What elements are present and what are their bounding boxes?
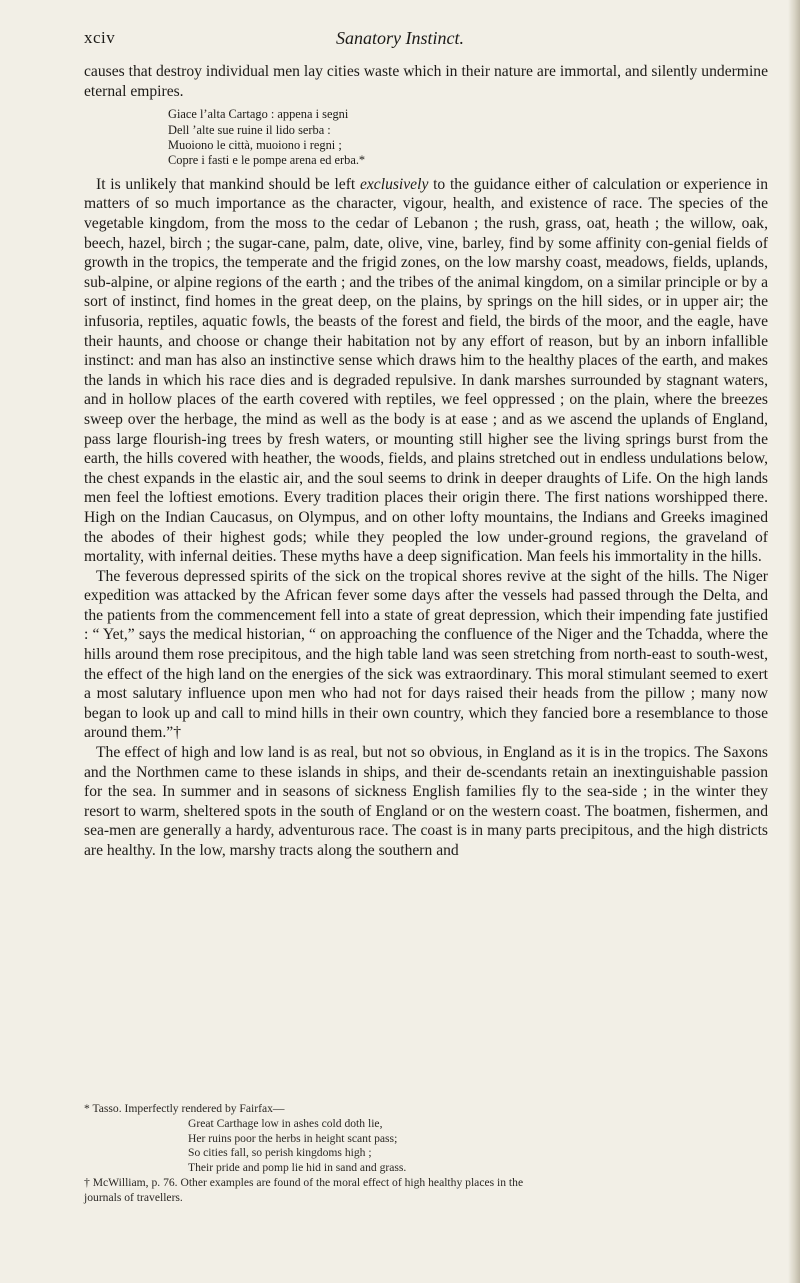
verse-line: Muoiono le città, muoiono i regni ; xyxy=(168,138,342,152)
paragraph-instinct xyxy=(84,175,768,567)
verse-line: Copre i fasti e le pompe arena ed erba.* xyxy=(168,153,366,168)
emphasis-exclusively: exclusively xyxy=(359,175,429,193)
paragraph-text: It is unlikely that mankind should be left xyxy=(96,175,360,193)
main-text xyxy=(84,62,768,861)
footnote-mcwilliam-cont: journals of travellers. xyxy=(84,1190,183,1204)
paragraph-england: The effect of high and low land is as real, but not so obvious, in England as it is in the tropics. The Saxons and the Northmen came to these islands in ships, and their de-scendants retain an inextinguishable passion for the sea. In summer and in seasons of sickness English families fly to the sea-side ; in the winter they resort to warm, sheltered spots in the south of England or on the western coast. The boatmen, fishermen, and sea-men are generally a hardy, adventurous race. The coast is in many parts precipitous, and the high districts are healthy. In the low, marshy tracts along the southern and xyxy=(84,744,768,859)
footnote-verse-line: Her ruins poor the herbs in height scant pass; xyxy=(188,1131,398,1145)
page-edge-shadow xyxy=(788,0,800,1283)
paragraph-niger-expedition: The feverous depressed spirits of the sick on the tropical shores revive at the sight of the hills. The Niger expedition was attacked by the African fever some days after the vessels had passed through the Delta, and the patients from the commencement fell into a state of great depression, which their impending fate justified : “ Yet,” says the medical historian, “ on approaching the confluence of the Niger and the Tchadda, where the hills around them rose precipitous, and the high table land was seen stretching from north-east to south-west, the effect of the high land on the energies of the sick was extraordinary. This moral stimulant seemed to exert a most salutary influence upon men who had not for days raised their heads from the pillow ; many now began to look up and call to mind hills in their own country, which they fancied bore a resemblance to those around them.”† xyxy=(84,567,768,742)
footnote-mcwilliam: † McWilliam, p. 76. Other examples are found of the moral effect of high healthy places in the xyxy=(84,1175,524,1189)
opening-paragraph: causes that destroy individual men lay cities waste which in their nature are immortal, and silently undermine eternal empires. xyxy=(84,63,768,100)
page-number: xciv xyxy=(84,28,116,47)
paragraph-text: to the guidance either of calculation or experience in matters of so much importance as the character, vigour, health, and existence of race. The species of the vegetable kingdom, from the moss to the cedar of Lebanon ; the rush, grass, oat, heath ; the willow, oak, beech, hazel, birch ; the sugar-cane, palm, date, olive, vine, barley, find by some affinity con-genial fields of growth in the tropics, the temperate and the frigid zones, on the low marshy coast, meadows, fields, uplands, sub-alpine, or alpine regions of the earth ; and the tribes of the animal kingdom, on a similar principle or by a sort of instinct, find homes in the great deep, on the plains, by springs on the hill sides, or in upper air; the infusoria, reptiles, aquatic fowls, the beasts of the forest and field, the birds of the moor, and the eagle, have their haunts, and choose or change their habitation not by any effort of reason, but by an inborn infallible instinct: and man has also an instinctive sense which draws him to the healthy places of the earth, and makes the lands in which his race dies and is degraded repulsive. In dank marshes surrounded by stagnant waters, and in hollow places of the earth covered with reptiles, we feel oppressed ; on the plain, where the breezes sweep over the herbage, the mind as well as the body is at ease ; and as we ascend the uplands of England, pass large flourish-ing trees by fresh waters, or mounting still higher see the living springs burst from the earth, the hills covered with heather, the woods, fields, and plains stretched out in endless undulations below, the chest expands in the elastic air, and the soul seems to drink in deeper draughts of Life. On the high lands men feel the loftiest emotions. Every tradition places their origin there. The first nations worshipped there. High on the Indian Caucasus, on Olympus, and on other lofty mountains, the Indians and Greeks imagined the abodes of their highest gods; while they peopled the low under-ground regions, the graveland of mortality, with infernal deities. These myths have a deep signification. Man feels his immortality in the hills. xyxy=(84,175,768,566)
footnotes xyxy=(84,1102,768,1206)
verse-line: Giace l’alta Cartago : appena i segni xyxy=(168,107,349,122)
footnote-verse-line: Their pride and pomp lie hid in sand and grass. xyxy=(188,1161,407,1175)
page-header xyxy=(84,28,716,50)
footnote-verse-line: Great Carthage low in ashes cold doth lie, xyxy=(188,1116,383,1130)
footnote-tasso: * Tasso. Imperfectly rendered by Fairfax— xyxy=(84,1102,285,1115)
footnote-verse-line: So cities fall, so perish kingdoms high ; xyxy=(188,1146,372,1160)
italian-verse-quote xyxy=(168,107,768,169)
verse-line: Dell ’alte sue ruine il lido serba : xyxy=(168,122,331,137)
running-title: Sanatory Instinct. xyxy=(336,28,464,48)
